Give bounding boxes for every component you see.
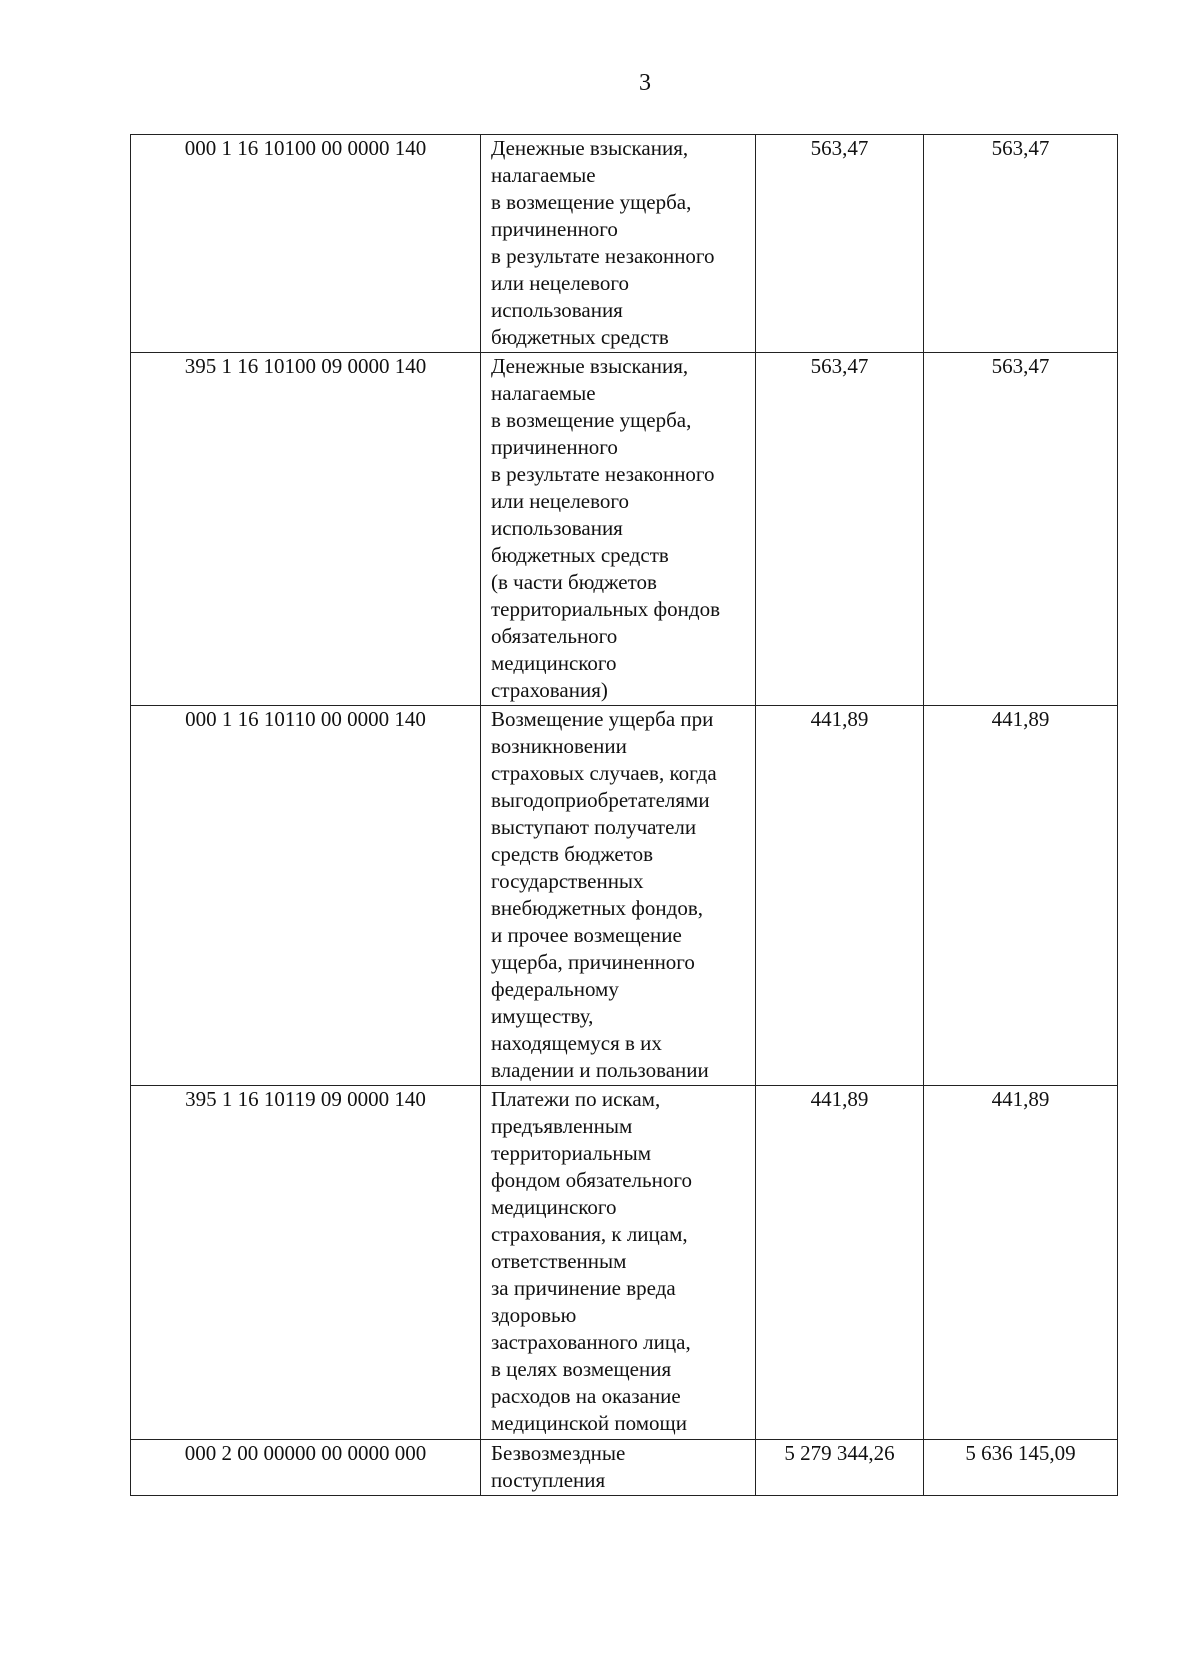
budget-code: 000 1 16 10110 00 0000 140 (185, 707, 426, 731)
table-row (131, 1440, 1118, 1496)
amount-value: 563,47 (991, 136, 1050, 160)
table-row (131, 706, 1118, 1086)
value-cell-1 (756, 1086, 924, 1440)
amount-value: 5 636 145,09 (965, 1441, 1076, 1465)
value-cell-2 (924, 1086, 1118, 1440)
budget-code: 395 1 16 10100 09 0000 140 (184, 354, 427, 378)
amount-value: 441,89 (810, 707, 869, 731)
budget-code-cell (131, 135, 481, 353)
revenue-name-cell: Денежные взыскания, налагаемые в возмещение ущерба, причиненного в результате незаконного или нецелевого использования бюджетных средств (481, 135, 756, 353)
budget-revenue-table (130, 134, 1118, 1496)
amount-value: 563,47 (991, 354, 1050, 378)
table-row (131, 1086, 1118, 1440)
budget-code: 000 1 16 10100 00 0000 140 (184, 136, 427, 160)
value-cell-1 (756, 135, 924, 353)
value-cell-1 (756, 1440, 924, 1496)
budget-code-cell (131, 1440, 481, 1496)
revenue-name-cell: Безвозмездные поступления (481, 1440, 756, 1496)
page-number: 3 (639, 70, 651, 96)
budget-code: 395 1 16 10119 09 0000 140 (185, 1087, 426, 1111)
value-cell-2 (924, 353, 1118, 706)
value-cell-2 (924, 135, 1118, 353)
revenue-name-cell: Денежные взыскания, налагаемые в возмещение ущерба, причиненного в результате незаконного или нецелевого использования бюджетных средств (в части бюджетов территориальных фондов обязательного медицинского страхования) (481, 353, 756, 706)
amount-value: 5 279 344,26 (784, 1441, 895, 1465)
revenue-name-cell: Платежи по искам, предъявленным территориальным фондом обязательного медицинского страхования, к лицам, ответственным за причинение вреда здоровью застрахованного лица, в целях возмещения расходов на оказание медицинской помощи (481, 1086, 756, 1440)
budget-code-cell (131, 706, 481, 1086)
amount-value: 563,47 (810, 136, 869, 160)
revenue-name-cell: Возмещение ущерба при возникновении страховых случаев, когда выгодоприобретателями выступают получатели средств бюджетов государственных внебюджетных фондов, и прочее возмещение ущерба, причиненного федеральному имуществу, находящемуся в их владении и пользовании (481, 706, 756, 1086)
amount-value: 441,89 (991, 707, 1050, 731)
budget-code: 000 2 00 00000 00 0000 000 (184, 1441, 427, 1465)
table-row (131, 353, 1118, 706)
value-cell-1 (756, 353, 924, 706)
value-cell-1 (756, 706, 924, 1086)
value-cell-2 (924, 1440, 1118, 1496)
value-cell-2 (924, 706, 1118, 1086)
table-row (131, 135, 1118, 353)
amount-value: 441,89 (810, 1087, 869, 1111)
budget-code-cell (131, 353, 481, 706)
amount-value: 441,89 (991, 1087, 1050, 1111)
budget-code-cell (131, 1086, 481, 1440)
amount-value: 563,47 (810, 354, 869, 378)
